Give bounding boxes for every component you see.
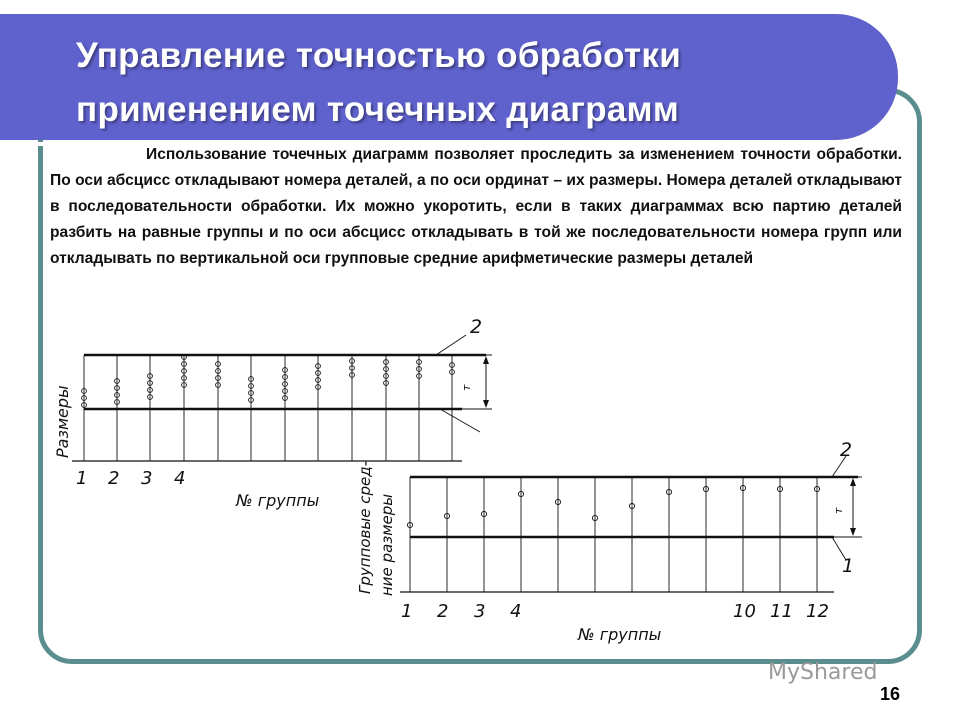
top-x-tick-1: 1 [76, 468, 88, 489]
bottom-x-axis-label: № группы [578, 625, 662, 644]
arrow-down [850, 528, 856, 536]
bottom-lower-limit-label: 1 [842, 555, 855, 577]
arrow-up [483, 356, 489, 364]
bottom-x-tick-12: 12 [806, 601, 829, 622]
myshared-watermark: MyShared [768, 660, 878, 685]
slide-title-line-1: Управление точностью обработки [76, 36, 682, 75]
top-dot-diagram [72, 335, 492, 461]
top-tolerance-label: т [460, 384, 473, 391]
page-number: 16 [880, 684, 901, 704]
bottom-x-tick-2: 2 [437, 601, 449, 622]
bottom-tolerance-label: т [832, 507, 845, 514]
bottom-x-tick-10: 10 [733, 601, 756, 622]
top-y-axis-label: Размеры [53, 385, 72, 458]
bottom-upper-limit-label: 2 [840, 439, 853, 461]
leader-2 [436, 335, 466, 355]
bottom-x-tick-4: 4 [510, 601, 522, 622]
top-x-tick-3: 3 [141, 468, 153, 489]
slide-title-line-2: применением точечных диаграмм [76, 90, 680, 129]
arrow-up [850, 478, 856, 486]
leader-1 [440, 409, 480, 432]
bottom-y-axis-label-line-2: ние размеры [378, 493, 396, 596]
bottom-x-tick-1: 1 [401, 601, 413, 622]
bottom-x-tick-3: 3 [474, 601, 486, 622]
bottom-x-tick-11: 11 [770, 601, 793, 622]
bottom-dot-diagram [398, 456, 862, 612]
top-upper-limit-label: 2 [470, 316, 483, 338]
bottom-diagram-backdrop [398, 466, 838, 612]
body-text: Использование точечных диаграмм позволяет проследить за изменением точности обработки. По оси абсцисс откладывают номера деталей, а по оси ординат – их размеры. Номера деталей откладывают в последовательности обработки. Их можно укоротить, если в таких диаграммах всю партию деталей разбить на равные группы и по оси абсцисс откладывать в той же последовательности номера групп или откладывать по вертикальной оси групповые средние арифметические размеры деталей [50, 146, 902, 267]
top-x-tick-2: 2 [108, 468, 120, 489]
top-x-axis-label: № группы [236, 491, 320, 510]
arrow-down [483, 400, 489, 408]
top-x-tick-4: 4 [174, 468, 186, 489]
bottom-y-axis-label-line-1: Групповые сред- [356, 460, 374, 594]
